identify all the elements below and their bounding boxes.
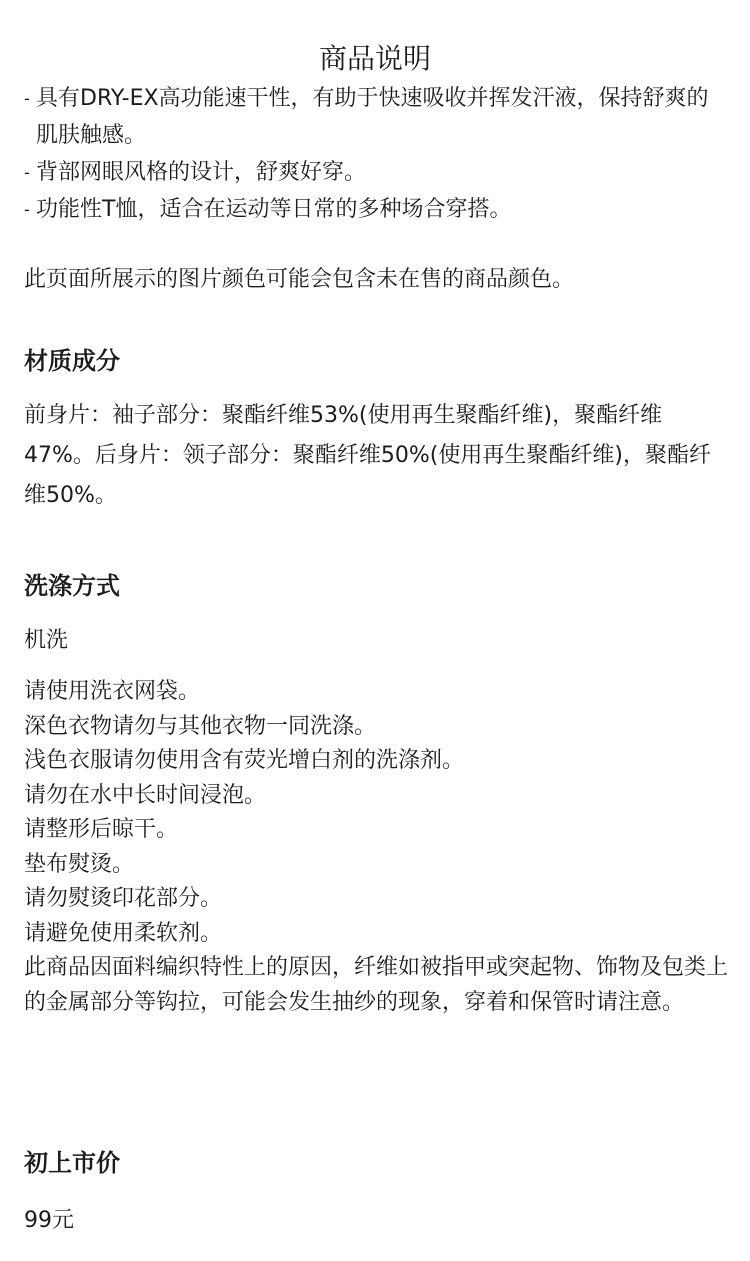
feature-item — [24, 191, 729, 228]
instruction-item: 此商品因面料编织特性上的原因，纤维如被指甲或突起物、饰物及包类上的金属部分等钩拉，可能会发生抽纱的现象，穿着和保管时请注意。 — [24, 955, 729, 1015]
instruction-item: 请避免使用柔软剂。 — [24, 920, 223, 946]
instruction-item: 浅色衣服请勿使用含有荧光增白剂的洗涤剂。 — [24, 748, 465, 773]
washing-heading: 洗涤方式 — [24, 572, 120, 600]
feature-text: 具有DRY-EX高功能速干性，有助于快速吸收并挥发汗液，保持舒爽的肌肤触感。 — [36, 86, 709, 148]
feature-item — [24, 80, 729, 154]
instruction-item: 请整形后晾干。 — [24, 817, 179, 842]
material-heading: 材质成分 — [24, 347, 120, 375]
feature-text: 背部网眼风格的设计，舒爽好穿。 — [36, 160, 367, 185]
instruction-item: 请使用洗衣网袋。 — [24, 679, 201, 704]
feature-text: 功能性T恤，适合在运动等日常的多种场合穿搭。 — [36, 197, 512, 222]
bullet-marker: - — [24, 200, 30, 219]
page-title: 商品说明 — [318, 41, 431, 75]
instruction-item: 请勿在水中长时间浸泡。 — [24, 782, 267, 808]
instruction-item: 深色衣物请勿与其他衣物一同洗涤。 — [24, 713, 377, 739]
washing-method: 机洗 — [24, 628, 69, 653]
price-value: 99元 — [24, 1208, 74, 1233]
price-heading: 初上市价 — [24, 1149, 120, 1177]
feature-item — [24, 154, 729, 191]
color-disclaimer: 此页面所展示的图片颜色可能会包含未在售的商品颜色。 — [24, 267, 575, 292]
instruction-item: 垫布熨烫。 — [24, 851, 135, 877]
bullet-marker: - — [24, 163, 30, 182]
instruction-item: 请勿熨烫印花部分。 — [24, 886, 223, 911]
washing-instructions — [24, 675, 729, 1020]
material-composition: 前身片：袖子部分：聚酯纤维53%(使用再生聚酯纤维)，聚酯纤维47%。后身片：领子部分：聚酯纤维50%(使用再生聚酯纤维)，聚酯纤维50%。 — [24, 403, 711, 508]
bullet-marker: - — [24, 89, 30, 108]
feature-list — [24, 80, 729, 228]
